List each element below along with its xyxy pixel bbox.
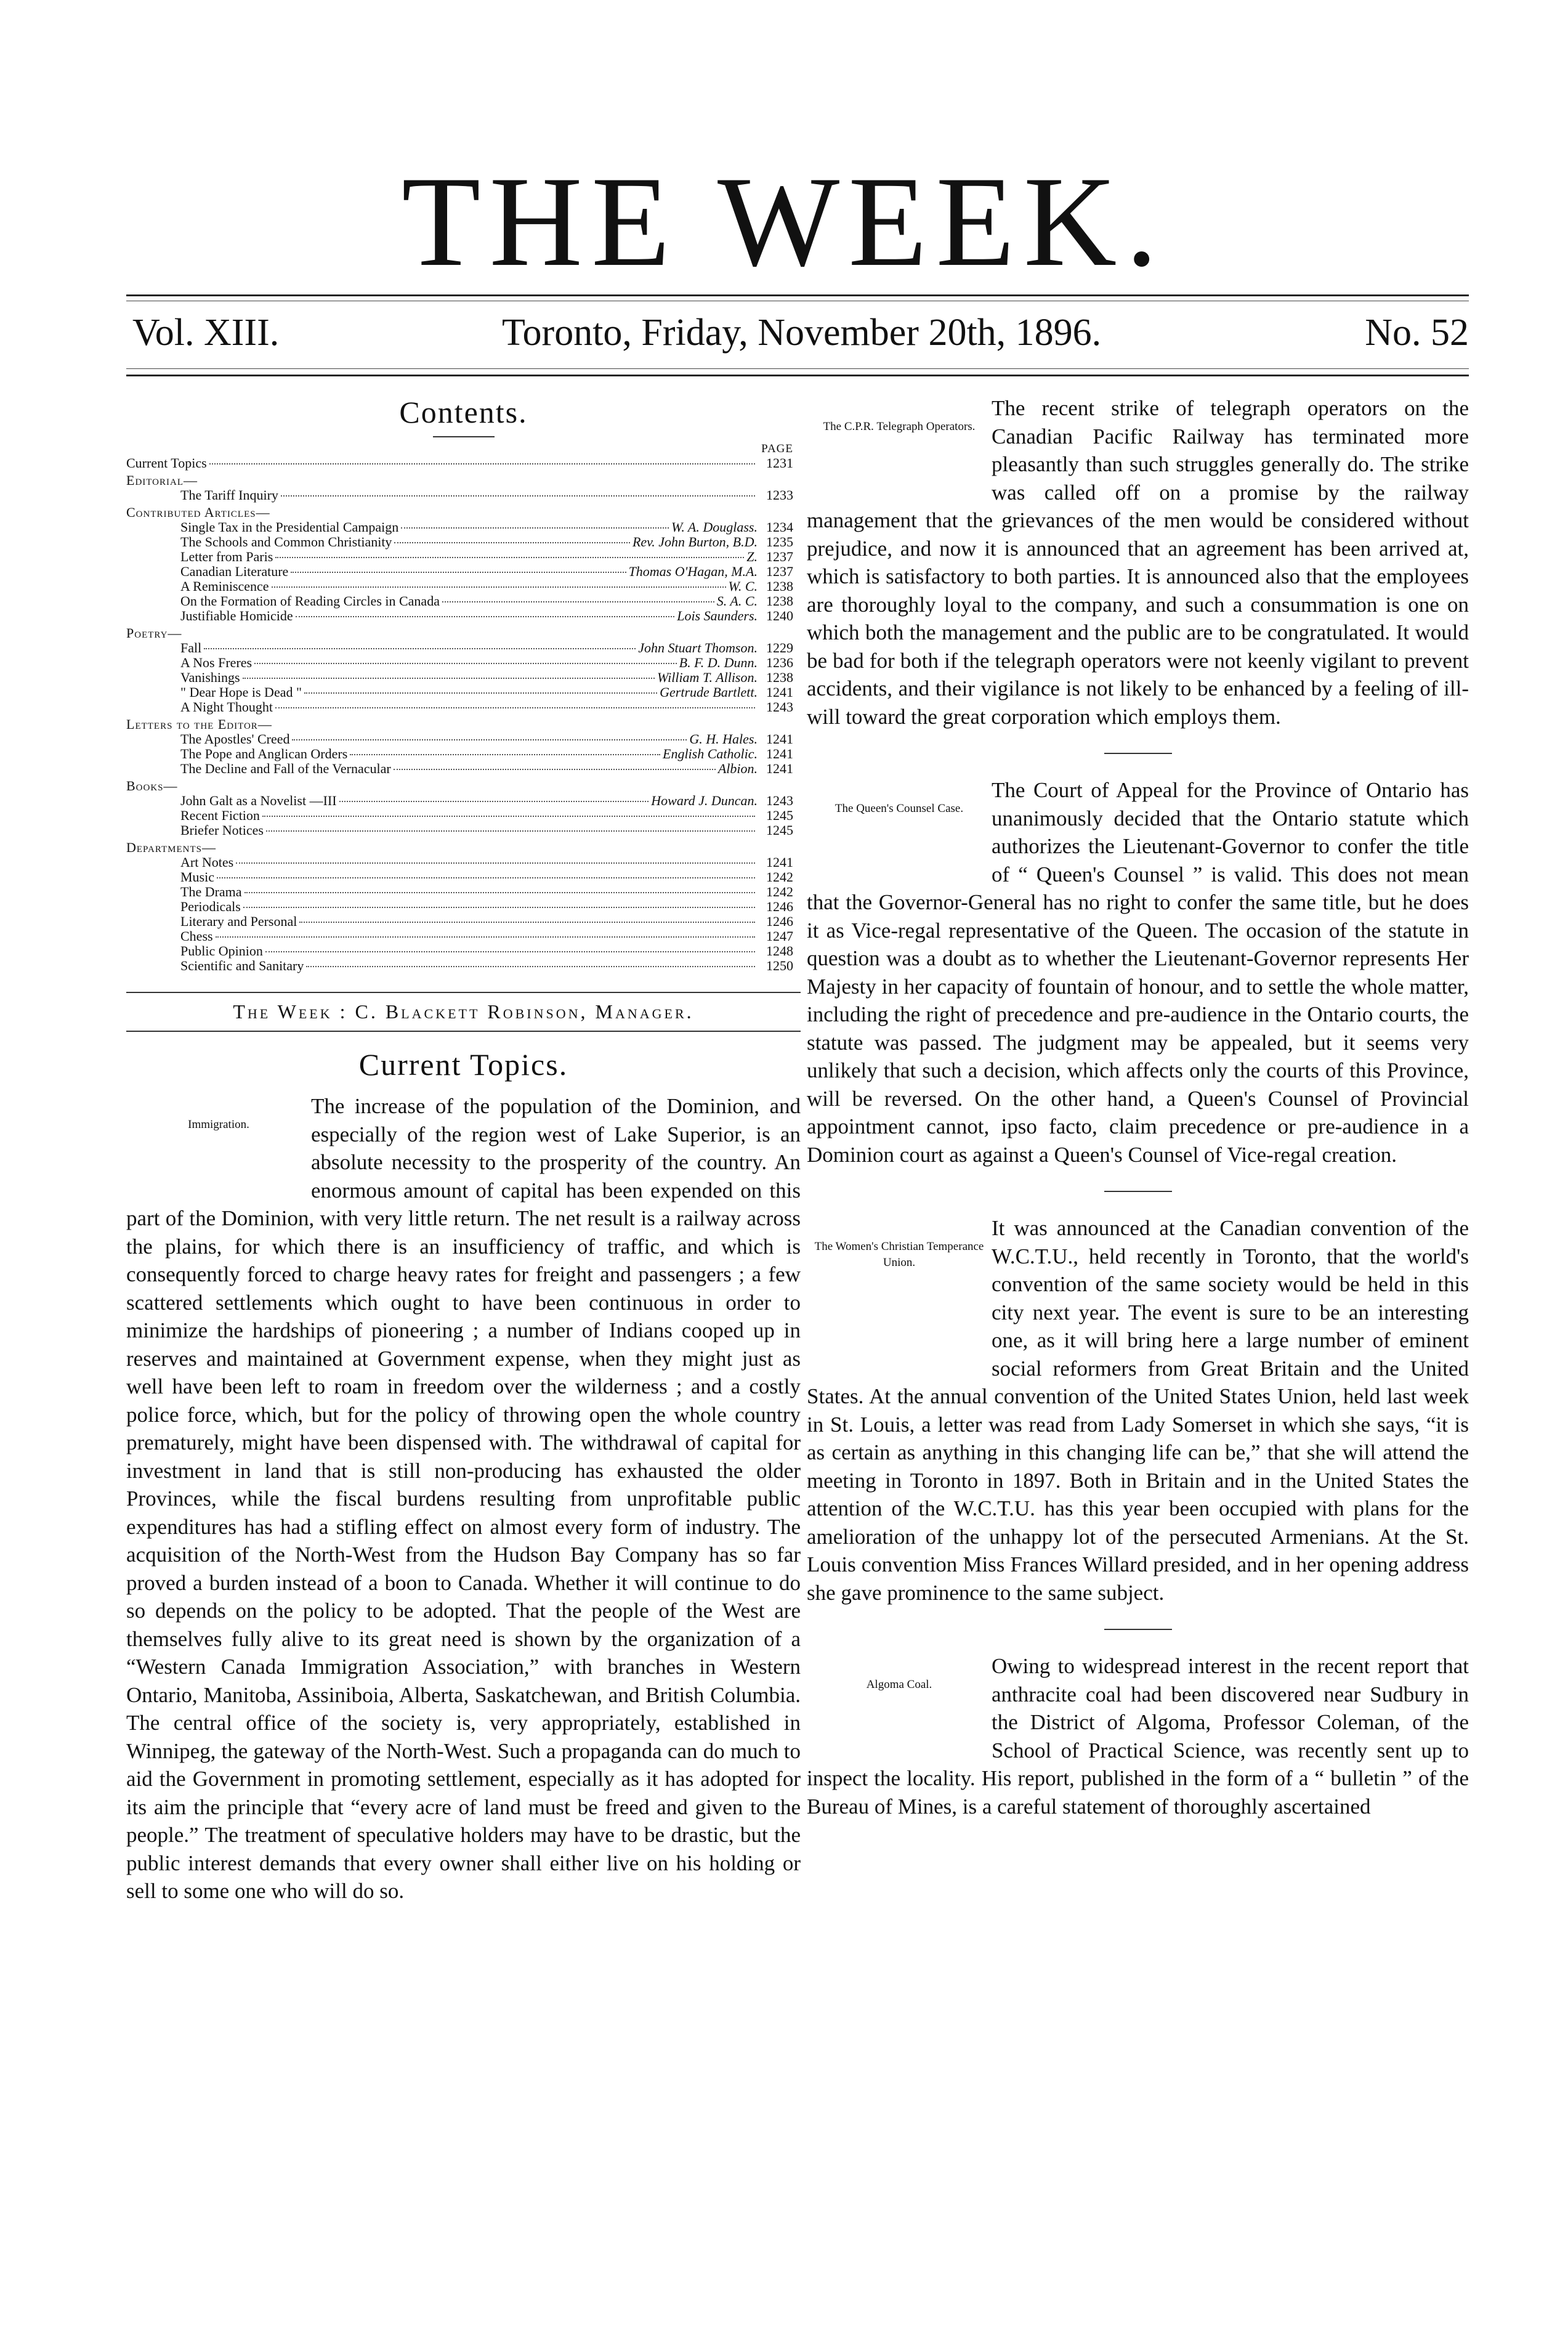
toc-entry-title: Justifiable Homicide — [180, 608, 293, 623]
toc-entry-page: 1231 — [766, 455, 793, 471]
toc-entry-title: Literary and Personal — [180, 914, 297, 929]
article-immigration — [126, 1092, 801, 1905]
toc-entry-page: 1246 — [766, 899, 793, 914]
manager-line: The Week : C. Blackett Robinson, Manager. — [126, 992, 801, 1032]
toc-entry-title: A Reminiscence — [180, 578, 269, 594]
masthead-title: THE WEEK. — [402, 150, 1166, 293]
sidenote: The C.P.R. Telegraph Operators. — [823, 420, 976, 433]
article-text: Owing to widespread interest in the recent report that anthracite coal had been discovered near Sudbury in the District of Algoma, Professor Coleman, of the School of Practical Science, was recently sent up to inspect the locality. His report, published in the form of a “ bulletin ” of the Bureau of Mines, is a careful statement of thoroughly ascertained — [807, 1654, 1469, 1819]
toc-entry-author: Gertrude Bartlett. — [660, 684, 758, 700]
toc-entry-page: 1242 — [766, 869, 793, 885]
toc-entry — [126, 520, 801, 535]
toc-entry — [126, 609, 801, 623]
contents-page-header: PAGE — [761, 442, 793, 455]
issue-line — [132, 311, 1469, 367]
right-column — [807, 394, 1469, 1820]
toc-section-label: Books— — [126, 778, 178, 793]
toc-entry-author: B. F. D. Dunn. — [679, 655, 758, 670]
toc-entry-page: 1250 — [766, 958, 793, 973]
toc-entry-page: 1237 — [766, 564, 793, 579]
toc-entry — [126, 579, 801, 594]
toc-leader-dots — [209, 463, 755, 464]
toc-entry — [126, 885, 801, 899]
dateline: Toronto, Friday, November 20th, 1896. — [502, 312, 1102, 354]
toc-leader-dots — [394, 769, 716, 770]
toc-entry-page: 1243 — [766, 699, 793, 715]
toc-entry-title: Public Opinion — [180, 943, 263, 959]
toc-entry-title: Recent Fiction — [180, 808, 260, 823]
sidenote: Immigration. — [188, 1118, 249, 1131]
toc-entry-page: 1236 — [766, 655, 793, 670]
toc-entry-title: A Night Thought — [180, 699, 273, 715]
toc-entry — [126, 594, 801, 609]
article-separator — [1104, 1191, 1172, 1192]
toc-entry-page: 1235 — [766, 534, 793, 550]
toc-entry-title: Current Topics — [126, 455, 207, 471]
sidenote: The Queen's Counsel Case. — [835, 802, 964, 815]
contents-title: Contents. — [399, 395, 528, 429]
toc-leader-dots — [244, 892, 755, 893]
article-algoma-coal — [807, 1652, 1469, 1820]
toc-entry-title: John Galt as a Novelist —III — [180, 793, 337, 808]
toc-entry-author: Howard J. Duncan. — [651, 793, 758, 808]
toc-entry — [126, 564, 801, 579]
toc-leader-dots — [275, 557, 744, 558]
toc-leader-dots — [339, 801, 649, 802]
toc-leader-dots — [401, 527, 669, 529]
toc-entry-title: Single Tax in the Presidential Campaign — [180, 519, 399, 535]
toc-entry-page: 1241 — [766, 761, 793, 776]
toc-entry-author: English Catholic. — [663, 746, 758, 761]
toc-leader-dots — [394, 542, 630, 543]
toc-entry — [126, 929, 801, 944]
issue-number: No. 52 — [1365, 312, 1469, 354]
toc-entry-author: Albion. — [717, 761, 758, 776]
issue-rule — [126, 375, 1469, 376]
toc-entry-page: 1247 — [766, 928, 793, 944]
toc-entry-title: The Schools and Common Christianity — [180, 534, 392, 550]
toc-entry-author: S. A. C. — [716, 593, 758, 609]
toc-entry-author: Thomas O'Hagan, M.A. — [628, 564, 758, 579]
toc-entry — [126, 761, 801, 776]
toc-entry-title: The Pope and Anglican Orders — [180, 746, 348, 761]
sidenote: Algoma Coal. — [866, 1678, 932, 1691]
toc-entry-page: 1234 — [766, 519, 793, 535]
toc-entry-page: 1245 — [766, 808, 793, 823]
toc-leader-dots — [204, 648, 636, 649]
toc-leader-dots — [216, 936, 755, 938]
toc-entry-title: " Dear Hope is Dead " — [180, 684, 302, 700]
toc-entry-page: 1229 — [766, 640, 793, 655]
toc-entry — [126, 535, 801, 550]
left-column — [126, 394, 801, 1905]
toc-entry-author: W. C. — [728, 578, 758, 594]
toc-leader-dots — [243, 907, 755, 908]
toc-entry — [126, 700, 801, 715]
volume-number: Vol. XIII. — [132, 312, 280, 354]
toc-entry-title: Fall — [180, 640, 202, 655]
toc-entry-author: William T. Allison. — [657, 670, 758, 685]
table-of-contents — [126, 456, 801, 973]
toc-leader-dots — [266, 830, 755, 832]
article-wctu — [807, 1214, 1469, 1607]
toc-entry-page: 1238 — [766, 670, 793, 685]
toc-entry-title: The Tariff Inquiry — [180, 487, 278, 503]
toc-leader-dots — [299, 922, 755, 923]
article-text: It was announced at the Canadian convention of the W.C.T.U., held recently in Toronto, that the world's convention of the same society would be held in this city next year. The event is sure to be an interesting one, as it will bring here a large number of eminent social reformers from Great Britain and the United States. At the annual convention of the United States Union, held last week in St. Louis, a letter was read from Lady Somerset in which she says, “it is as certain as anything in this changing life can be,” that she will attend the meeting in Toronto in 1897. Both in Britain and in the United States the attention of the W.C.T.U. has this year been occupied with plans for the amelioration of the unhappy lot of the persecuted Armenians. At the St. Louis convention Miss Frances Willard presided, and in her opening address she gave prominence to the same subject. — [807, 1216, 1469, 1605]
toc-entry-page: 1248 — [766, 943, 793, 959]
toc-entry — [126, 685, 801, 700]
toc-entry — [126, 732, 801, 747]
toc-leader-dots — [254, 663, 677, 664]
toc-entry-author: Lois Saunders. — [677, 608, 758, 623]
toc-entry-title: The Drama — [180, 884, 242, 899]
toc-leader-dots — [306, 966, 755, 967]
toc-leader-dots — [291, 572, 626, 573]
toc-entry — [126, 823, 801, 838]
toc-entry — [126, 488, 801, 503]
toc-entry-title: Briefer Notices — [180, 822, 264, 838]
toc-entry-author: W. A. Douglass. — [671, 519, 758, 535]
toc-entry — [126, 793, 801, 808]
toc-leader-dots — [281, 495, 755, 497]
toc-section-label: Editorial— — [126, 472, 198, 488]
toc-entry-title: Scientific and Sanitary — [180, 958, 304, 973]
toc-entry-page: 1238 — [766, 578, 793, 594]
toc-entry — [126, 870, 801, 885]
toc-section-label: Departments— — [126, 840, 216, 855]
toc-entry-page: 1240 — [766, 608, 793, 623]
toc-entry-page: 1241 — [766, 684, 793, 700]
article-text: The Court of Appeal for the Province of Ontario has unanimously decided that the Ontario statute which authorizes the Lieutenant-Governor to confer the title of “ Queen's Counsel ” is valid. This does not mean that the Governor-General has no right to confer the same title, but he does it as Vice-regal representative of the Queen. The occasion of the statute in question was a doubt as to whether the Lieutenant-Governor represents Her Majesty in her capacity of fountain of honour, and to settle the whole matter, including the right of precedence and pre-audience in the Ontario courts, the statute was passed. The judgment may be appealed, but it seems very unlikely that such a decision, which affects only the courts of this Province, will be reversed. On the other hand, a Queen's Counsel of Provincial appointment cannot, ipso facto, claim precedence or pre-audience in a Dominion court as against a Queen's Counsel of Vice-regal creation. — [807, 778, 1469, 1167]
toc-entry — [126, 670, 801, 685]
toc-entry-page: 1243 — [766, 793, 793, 808]
toc-entry-author: Z. — [746, 549, 758, 564]
toc-entry-page: 1245 — [766, 822, 793, 838]
toc-entry-title: On the Formation of Reading Circles in Canada — [180, 593, 440, 609]
toc-entry-page: 1233 — [766, 487, 793, 503]
toc-leader-dots — [272, 586, 726, 588]
toc-entry-page: 1237 — [766, 549, 793, 564]
toc-entry-title: A Nos Freres — [180, 655, 253, 670]
toc-entry-title: The Decline and Fall of the Vernacular — [180, 761, 391, 776]
toc-entry — [126, 641, 801, 655]
toc-entry-title: Chess — [180, 928, 213, 944]
sidenote: The Women's Christian Temperance Union. — [814, 1240, 984, 1269]
toc-entry-title: Canadian Literature — [180, 564, 289, 579]
toc-entry-title: Vanishings — [180, 670, 240, 685]
issue-rule-thin — [126, 368, 1469, 369]
toc-leader-dots — [265, 951, 755, 952]
toc-section-label: Letters to the Editor— — [126, 716, 272, 732]
toc-leader-dots — [350, 754, 660, 755]
toc-entry — [126, 899, 801, 914]
toc-entry-title: Music — [180, 869, 214, 885]
toc-entry — [126, 747, 801, 761]
toc-entry — [126, 655, 801, 670]
toc-entry — [126, 550, 801, 564]
toc-section-label: Contributed Articles— — [126, 505, 270, 520]
toc-leader-dots — [262, 816, 755, 817]
article-separator — [1104, 1629, 1172, 1630]
toc-leader-dots — [292, 739, 687, 740]
toc-entry — [126, 959, 801, 973]
toc-leader-dots — [442, 601, 714, 602]
toc-entry — [126, 944, 801, 959]
toc-entry — [126, 808, 801, 823]
toc-entry-title: Periodicals — [180, 899, 241, 914]
current-topics-title: Current Topics. — [358, 1047, 568, 1082]
top-rule — [126, 294, 1469, 296]
toc-entry — [126, 456, 801, 471]
toc-leader-dots — [296, 616, 675, 617]
article-queens-counsel — [807, 776, 1469, 1169]
toc-entry-title: Letter from Paris — [180, 549, 273, 564]
toc-entry-page: 1246 — [766, 914, 793, 929]
toc-entry-title: Art Notes — [180, 854, 234, 870]
article-separator — [1104, 753, 1172, 754]
toc-leader-dots — [236, 862, 755, 864]
toc-entry-page: 1238 — [766, 593, 793, 609]
toc-entry-page: 1242 — [766, 884, 793, 899]
toc-section-label: Poetry— — [126, 625, 182, 641]
toc-entry-author: G. H. Hales. — [689, 731, 758, 747]
toc-entry-author: John Stuart Thomson. — [638, 640, 758, 655]
toc-leader-dots — [275, 707, 755, 708]
toc-entry-author: Rev. John Burton, B.D. — [632, 534, 758, 550]
contents-rule — [433, 436, 495, 437]
toc-entry-page: 1241 — [766, 746, 793, 761]
toc-leader-dots — [243, 678, 655, 679]
article-text: The increase of the population of the Dominion, and especially of the region west of Lake Superior, is an absolute necessity to the prosperity of the country. An enormous amount of capital has been expended on this part of the Dominion, with very little return. The net result is a railway across the plains, for which there is an insufficiency of traffic, and which is consequently forced to charge heavy rates for freight and passengers ; a few scattered settlements which ought to have been continuous in order to minimize the hardships of pioneering ; a number of Indians cooped up in reserves and maintained at Government expense, when they might just as well have been left to roam in freedom over the wilderness ; and a costly police force, which, but for the policy of throwing open the whole country prematurely, might have been dispensed with. The withdrawal of capital for investment in land that is still non-producing has exhausted the older Provinces, while the fiscal burdens resulting from unprofitable public expenditures has had a stifling effect on almost every form of industry. The acquisition of the North-West from the Hudson Bay Company has so far proved a burden instead of a boon to Canada. Whether it will continue to do so depends on the policy to be adopted. That the people of the West are themselves fully alive to its great need is shown by the organization of a “Western Canada Immigration Association,” with branches in Western Ontario, Manitoba, Assiniboia, Alberta, Saskatchewan, and British Columbia. The central office of the society is, very appropriately, established in Winnipeg, the gateway of the North-West. Such a propaganda can do much to aid the Government in promoting settlement, especially as it has adopted for its aim the principle that “every acre of land must be freed and given to the people.” The treatment of speculative holders may have to be drastic, but the public interest demands that every owner shall either live on his holding or sell to some one who will do so. — [126, 1094, 801, 1903]
toc-entry — [126, 914, 801, 929]
toc-entry-page: 1241 — [766, 854, 793, 870]
toc-leader-dots — [304, 692, 657, 694]
toc-entry-title: The Apostles' Creed — [180, 731, 290, 747]
toc-entry-page: 1241 — [766, 731, 793, 747]
article-cpr-telegraph — [807, 394, 1469, 731]
article-text: The recent strike of telegraph operators on the Canadian Pacific Railway has terminated more pleasantly than such struggles generally do. The strike was called off on a promise by the railway management that the grievances of the men would be considered without prejudice, and now it is announced that an agreement has been arrived at, which is satisfactory to both parties. It is announced also that the employees are thoroughly loyal to the company, and such a consummation is one on which both the management and the public are to be congratulated. It would be bad for both if the telegraph operators were not keenly vigilant to prevent accidents, and their vigilance is not likely to be enhanced by a feeling of ill-will toward the great corporation which employs them. — [807, 396, 1469, 729]
toc-leader-dots — [217, 877, 755, 878]
toc-entry — [126, 855, 801, 870]
